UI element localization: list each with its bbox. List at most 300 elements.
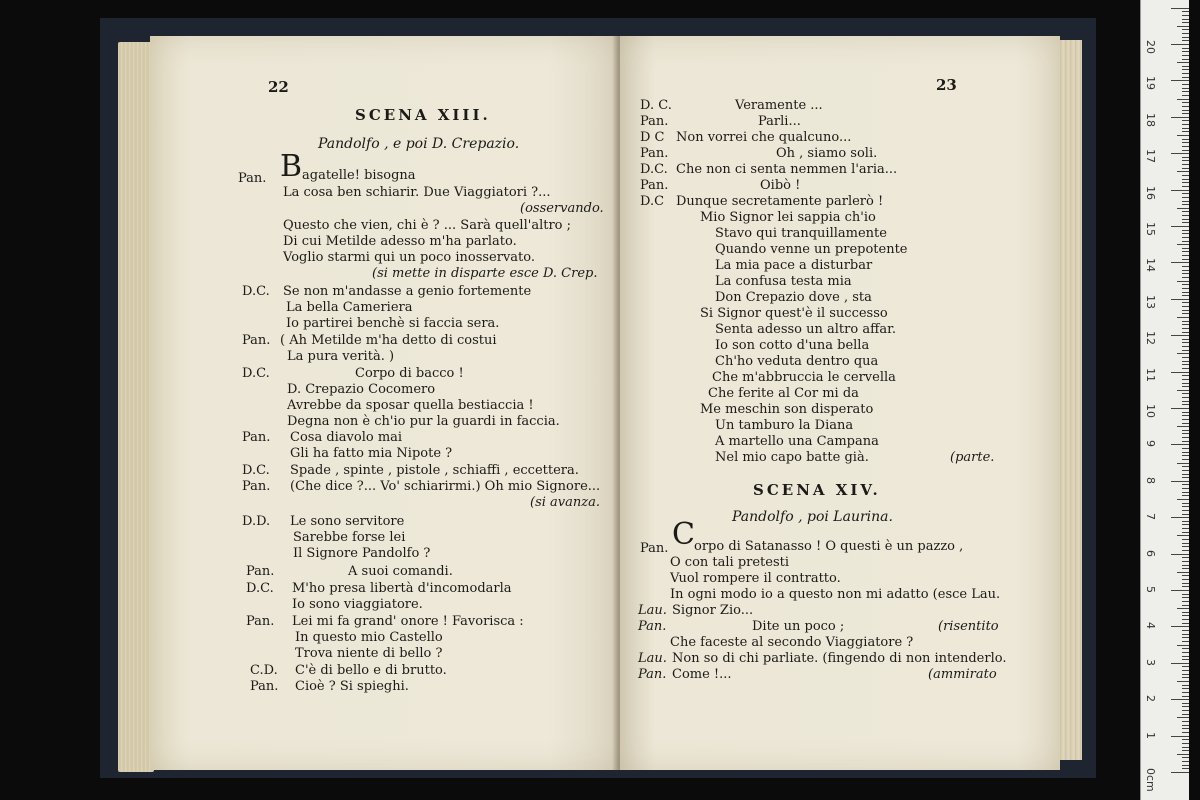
ruler-tick bbox=[1182, 710, 1189, 711]
ruler-tick bbox=[1177, 681, 1189, 682]
ruler-tick bbox=[1182, 557, 1189, 558]
ruler-tick bbox=[1182, 69, 1189, 70]
scene-title-xiv: SCENA XIV. bbox=[753, 481, 881, 499]
speaker-label: Pan. bbox=[242, 479, 271, 494]
verse-line: Se non m'andasse a genio fortemente bbox=[283, 284, 532, 299]
ruler-tick bbox=[1182, 488, 1189, 489]
speaker-label: D.C. bbox=[242, 463, 270, 478]
page-number-left: 22 bbox=[268, 78, 289, 96]
ruler-tick bbox=[1182, 495, 1189, 496]
ruler-tick bbox=[1182, 586, 1189, 587]
ruler-tick bbox=[1182, 241, 1189, 242]
verse-line: O con tali pretesti bbox=[670, 555, 790, 570]
ruler-tick bbox=[1177, 317, 1189, 318]
ruler-tick bbox=[1182, 110, 1189, 111]
ruler-number: 19 bbox=[1144, 76, 1157, 91]
ruler-tick bbox=[1171, 8, 1189, 9]
ruler-tick bbox=[1182, 51, 1189, 52]
ruler-tick bbox=[1182, 404, 1189, 405]
ruler-tick bbox=[1182, 324, 1189, 325]
ruler-tick bbox=[1177, 99, 1189, 100]
ruler-tick bbox=[1171, 772, 1189, 773]
ruler-tick bbox=[1182, 692, 1189, 693]
ruler-tick bbox=[1182, 270, 1189, 271]
speaker-label: D.C bbox=[640, 194, 665, 209]
ruler-tick bbox=[1182, 619, 1189, 620]
ruler-tick bbox=[1182, 466, 1189, 467]
ruler-tick bbox=[1182, 503, 1189, 504]
ruler-tick bbox=[1182, 605, 1189, 606]
stage-direction: (parte. bbox=[950, 450, 995, 465]
ruler-tick bbox=[1182, 106, 1189, 107]
ruler-tick bbox=[1182, 357, 1189, 358]
ruler-tick bbox=[1182, 48, 1189, 49]
ruler-tick bbox=[1182, 255, 1189, 256]
ruler-tick bbox=[1182, 201, 1189, 202]
ruler-tick bbox=[1171, 663, 1189, 664]
ruler-tick bbox=[1171, 699, 1189, 700]
verse-line: D. Crepazio Cocomero bbox=[287, 382, 436, 397]
ruler-tick bbox=[1182, 219, 1189, 220]
ruler-number: 5 bbox=[1144, 586, 1157, 593]
ruler-tick bbox=[1182, 524, 1189, 525]
ruler-tick bbox=[1182, 765, 1189, 766]
ruler-tick bbox=[1182, 630, 1189, 631]
ruler-tick bbox=[1182, 40, 1189, 41]
ruler-tick bbox=[1182, 470, 1189, 471]
ruler-tick bbox=[1177, 353, 1189, 354]
verse-line: orpo di Satanasso ! O questi è un pazzo , bbox=[694, 539, 964, 554]
ruler-tick bbox=[1182, 164, 1189, 165]
ruler-number: 12 bbox=[1144, 331, 1157, 346]
ruler-tick bbox=[1182, 477, 1189, 478]
ruler-tick bbox=[1182, 423, 1189, 424]
verse-line: Io son cotto d'una bella bbox=[715, 338, 870, 353]
ruler-tick bbox=[1182, 484, 1189, 485]
ruler-tick bbox=[1182, 579, 1189, 580]
ruler-tick bbox=[1182, 157, 1189, 158]
ruler-tick bbox=[1171, 80, 1189, 81]
ruler-tick bbox=[1182, 703, 1189, 704]
ruler-tick bbox=[1177, 608, 1189, 609]
ruler-tick bbox=[1182, 19, 1189, 20]
ruler-tick bbox=[1171, 590, 1189, 591]
verse-line: Me meschin son disperato bbox=[700, 402, 874, 417]
ruler-tick bbox=[1182, 514, 1189, 515]
ruler-tick bbox=[1182, 259, 1189, 260]
ruler-number: 16 bbox=[1144, 185, 1157, 200]
verse-line: Veramente ... bbox=[735, 98, 823, 113]
verse-line: Non so di chi parliate. (fingendo di non intenderlo. bbox=[672, 651, 1007, 666]
left-page-edges bbox=[118, 42, 154, 772]
scene-title-xiii: SCENA XIII. bbox=[355, 106, 491, 124]
verse-line: Cioè ? Si spieghi. bbox=[295, 679, 409, 694]
verse-line: Parli... bbox=[758, 114, 801, 129]
ruler-tick bbox=[1182, 251, 1189, 252]
speaker-label: D. C. bbox=[640, 98, 672, 113]
ruler-tick bbox=[1171, 517, 1189, 518]
ruler-tick bbox=[1182, 295, 1189, 296]
ruler-tick bbox=[1182, 59, 1189, 60]
ruler-number: 1 bbox=[1144, 731, 1157, 739]
measuring-ruler bbox=[1140, 0, 1189, 800]
ruler-tick bbox=[1182, 393, 1189, 394]
ruler-tick bbox=[1182, 528, 1189, 529]
ruler-tick bbox=[1177, 281, 1189, 282]
ruler-tick bbox=[1182, 550, 1189, 551]
ruler-tick bbox=[1182, 88, 1189, 89]
ruler-number: 20 bbox=[1144, 40, 1157, 54]
stage-direction: (risentito bbox=[938, 619, 999, 634]
ruler-tick bbox=[1182, 597, 1189, 598]
ruler-tick bbox=[1182, 230, 1189, 231]
ruler-tick bbox=[1182, 441, 1189, 442]
verse-line: Il Signore Pandolfo ? bbox=[293, 546, 431, 561]
ruler-tick bbox=[1182, 641, 1189, 642]
ruler-tick bbox=[1182, 124, 1189, 125]
speaker-label: D.C. bbox=[640, 162, 668, 177]
ruler-tick bbox=[1171, 262, 1189, 263]
speaker-label: Pan. bbox=[640, 541, 669, 556]
ruler-tick bbox=[1182, 575, 1189, 576]
ruler-tick bbox=[1182, 459, 1189, 460]
ruler-tick bbox=[1182, 677, 1189, 678]
verse-line: Si Signor quest'è il successo bbox=[700, 306, 888, 321]
ruler-tick bbox=[1182, 342, 1189, 343]
verse-line: In questo mio Castello bbox=[295, 630, 443, 645]
speaker-label: Pan. bbox=[242, 430, 271, 445]
ruler-tick bbox=[1182, 568, 1189, 569]
verse-line: (Che dice ?... Vo' schiarirmi.) Oh mio Signore... bbox=[290, 479, 601, 494]
ruler-tick bbox=[1182, 634, 1189, 635]
ruler-tick bbox=[1182, 492, 1189, 493]
ruler-tick bbox=[1177, 426, 1189, 427]
ruler-tick bbox=[1171, 626, 1189, 627]
ruler-tick bbox=[1182, 648, 1189, 649]
verse-line: A martello una Campana bbox=[715, 434, 879, 449]
ruler-tick bbox=[1182, 448, 1189, 449]
ruler-tick bbox=[1171, 226, 1189, 227]
ruler-number: 13 bbox=[1144, 294, 1157, 309]
ruler-tick bbox=[1182, 222, 1189, 223]
speaker-label: Pan. bbox=[246, 614, 275, 629]
page-number-right: 23 bbox=[936, 76, 957, 94]
ruler-tick bbox=[1171, 299, 1189, 300]
verse-line: La pura verità. ) bbox=[287, 349, 395, 364]
ruler-tick bbox=[1182, 73, 1189, 74]
ruler-tick bbox=[1182, 706, 1189, 707]
ruler-tick bbox=[1182, 383, 1189, 384]
ruler-tick bbox=[1177, 390, 1189, 391]
ruler-number: 17 bbox=[1144, 149, 1157, 164]
speaker-label: Pan. bbox=[640, 114, 669, 129]
verse-line: Don Crepazio dove , sta bbox=[715, 290, 872, 305]
ruler-tick bbox=[1182, 768, 1189, 769]
ruler-tick bbox=[1182, 379, 1189, 380]
verse-line: Questo che vien, chi è ? ... Sarà quell'altro ; bbox=[283, 218, 572, 233]
ruler-tick bbox=[1182, 623, 1189, 624]
verse-line: A suoi comandi. bbox=[348, 564, 453, 579]
ruler-tick bbox=[1177, 499, 1189, 500]
verse-line: Nel mio capo batte già. bbox=[715, 450, 869, 465]
ruler-tick bbox=[1182, 350, 1189, 351]
ruler-tick bbox=[1182, 714, 1189, 715]
speaker-label: D C bbox=[640, 130, 665, 145]
speaker-label: Pan. bbox=[242, 333, 271, 348]
ruler-tick bbox=[1182, 120, 1189, 121]
verse-line: Che m'abbruccia le cervella bbox=[712, 370, 896, 385]
ruler-tick bbox=[1182, 375, 1189, 376]
speaker-label: C.D. bbox=[250, 663, 278, 678]
speaker-label: Pan. bbox=[246, 564, 275, 579]
ruler-tick bbox=[1182, 732, 1189, 733]
ruler-tick bbox=[1182, 91, 1189, 92]
ruler-tick bbox=[1182, 292, 1189, 293]
speaker-label: D.D. bbox=[242, 514, 271, 529]
ruler-tick bbox=[1182, 248, 1189, 249]
ruler-tick bbox=[1182, 743, 1189, 744]
ruler-tick bbox=[1182, 437, 1189, 438]
ruler-tick bbox=[1182, 339, 1189, 340]
verse-line: Ch'ho veduta dentro qua bbox=[715, 354, 879, 369]
verse-line: agatelle! bisogna bbox=[302, 168, 416, 183]
verse-line: La mia pace a disturbar bbox=[715, 258, 873, 273]
ruler-tick bbox=[1171, 335, 1189, 336]
right-page bbox=[620, 36, 1060, 770]
ruler-number: 0cm bbox=[1144, 768, 1157, 792]
ruler-number: 18 bbox=[1144, 112, 1157, 127]
verse-line: Un tamburo la Diana bbox=[715, 418, 854, 433]
ruler-tick bbox=[1177, 244, 1189, 245]
ruler-tick bbox=[1182, 521, 1189, 522]
verse-line: Gli ha fatto mia Nipote ? bbox=[290, 446, 453, 461]
ruler-tick bbox=[1177, 717, 1189, 718]
verse-line: Che faceste al secondo Viaggiatore ? bbox=[670, 635, 914, 650]
verse-line: Mio Signor lei sappia ch'io bbox=[700, 210, 876, 225]
left-page bbox=[150, 36, 620, 770]
ruler-tick bbox=[1171, 736, 1189, 737]
verse-line: Dite un poco ; bbox=[752, 619, 845, 634]
verse-line: Senta adesso un altro affar. bbox=[715, 322, 896, 337]
ruler-tick bbox=[1182, 419, 1189, 420]
ruler-tick bbox=[1177, 463, 1189, 464]
ruler-tick bbox=[1182, 11, 1189, 12]
ruler-tick bbox=[1171, 554, 1189, 555]
ruler-tick bbox=[1182, 175, 1189, 176]
ruler-tick bbox=[1182, 583, 1189, 584]
ruler-tick bbox=[1182, 15, 1189, 16]
ruler-tick bbox=[1182, 455, 1189, 456]
verse-line: Oh , siamo soli. bbox=[776, 146, 878, 161]
ruler-tick bbox=[1177, 62, 1189, 63]
ruler-tick bbox=[1182, 656, 1189, 657]
ruler-tick bbox=[1182, 29, 1189, 30]
ruler-tick bbox=[1182, 539, 1189, 540]
verse-line: Io sono viaggiatore. bbox=[292, 597, 423, 612]
ruler-tick bbox=[1182, 37, 1189, 38]
ruler-tick bbox=[1182, 433, 1189, 434]
ruler-tick bbox=[1182, 84, 1189, 85]
verse-line: Che ferite al Cor mi da bbox=[708, 386, 859, 401]
ruler-tick bbox=[1182, 288, 1189, 289]
ruler-number: 11 bbox=[1144, 367, 1157, 382]
stage-direction: (si mette in disparte esce D. Crep. bbox=[372, 266, 598, 281]
speaker-label: Pan. bbox=[638, 667, 667, 682]
drop-cap: B bbox=[280, 149, 303, 184]
verse-line: Come !... bbox=[672, 667, 732, 682]
ruler-tick bbox=[1182, 757, 1189, 758]
ruler-tick bbox=[1182, 113, 1189, 114]
ruler-tick bbox=[1182, 401, 1189, 402]
ruler-tick bbox=[1171, 372, 1189, 373]
ruler-number: 3 bbox=[1144, 658, 1157, 666]
speaker-label: Pan. bbox=[250, 679, 279, 694]
ruler-tick bbox=[1177, 171, 1189, 172]
verse-line: Vuol rompere il contratto. bbox=[670, 571, 841, 586]
verse-line: Avrebbe da sposar quella bestiaccia ! bbox=[287, 398, 534, 413]
ruler-tick bbox=[1182, 313, 1189, 314]
verse-line: M'ho presa libertà d'incomodarla bbox=[292, 581, 512, 596]
ruler-number: 6 bbox=[1144, 549, 1157, 557]
ruler-tick bbox=[1182, 95, 1189, 96]
ruler-tick bbox=[1177, 26, 1189, 27]
verse-line: Spade , spinte , pistole , schiaffi , eccettera. bbox=[290, 463, 579, 478]
ruler-number: 15 bbox=[1144, 222, 1157, 236]
ruler-tick bbox=[1182, 721, 1189, 722]
ruler-tick bbox=[1182, 725, 1189, 726]
ruler-tick bbox=[1182, 160, 1189, 161]
ruler-tick bbox=[1171, 444, 1189, 445]
verse-line: Stavo qui tranquillamente bbox=[715, 226, 887, 241]
ruler-tick bbox=[1182, 368, 1189, 369]
ruler-tick bbox=[1182, 565, 1189, 566]
verse-line: Trova niente di bello ? bbox=[295, 646, 443, 661]
ruler-tick bbox=[1177, 535, 1189, 536]
ruler-tick bbox=[1182, 688, 1189, 689]
ruler-tick bbox=[1177, 645, 1189, 646]
ruler-tick bbox=[1182, 510, 1189, 511]
ruler-tick bbox=[1182, 179, 1189, 180]
ruler-tick bbox=[1182, 506, 1189, 507]
ruler-tick bbox=[1182, 615, 1189, 616]
ruler-tick bbox=[1182, 310, 1189, 311]
ruler-number: 9 bbox=[1144, 440, 1157, 448]
ruler-tick bbox=[1171, 481, 1189, 482]
ruler-tick bbox=[1182, 186, 1189, 187]
verse-line: La cosa ben schiarir. Due Viaggiatori ?... bbox=[283, 185, 551, 200]
ruler-tick bbox=[1177, 572, 1189, 573]
stage-direction: (ammirato bbox=[928, 667, 997, 682]
drop-cap: C bbox=[672, 517, 695, 552]
speaker-label: Pan. bbox=[638, 619, 667, 634]
stage-direction: (osservando. bbox=[520, 201, 604, 216]
verse-line: Io partirei benchè si faccia sera. bbox=[286, 316, 500, 331]
ruler-tick bbox=[1182, 146, 1189, 147]
ruler-tick bbox=[1182, 561, 1189, 562]
ruler-tick bbox=[1182, 102, 1189, 103]
ruler-tick bbox=[1182, 750, 1189, 751]
ruler-tick bbox=[1182, 666, 1189, 667]
ruler-tick bbox=[1182, 328, 1189, 329]
speaker-label: Lau. bbox=[638, 603, 667, 618]
ruler-tick bbox=[1182, 594, 1189, 595]
ruler-tick bbox=[1171, 190, 1189, 191]
ruler-number: 4 bbox=[1144, 622, 1157, 630]
verse-line: Voglio starmi qui un poco inosservato. bbox=[283, 250, 536, 265]
ruler-tick bbox=[1182, 346, 1189, 347]
ruler-tick bbox=[1182, 696, 1189, 697]
ruler-tick bbox=[1171, 44, 1189, 45]
ruler-number: 14 bbox=[1144, 258, 1157, 273]
ruler-tick bbox=[1171, 117, 1189, 118]
ruler-tick bbox=[1182, 168, 1189, 169]
ruler-tick bbox=[1182, 77, 1189, 78]
speaker-label: D.C. bbox=[242, 284, 270, 299]
verse-line: Che non ci senta nemmen l'aria... bbox=[676, 162, 898, 177]
ruler-tick bbox=[1177, 754, 1189, 755]
ruler-tick bbox=[1182, 142, 1189, 143]
scene-cast-xiv: Pandolfo , poi Laurina. bbox=[732, 509, 893, 525]
scene-cast-xiii: Pandolfo , e poi D. Crepazio. bbox=[318, 136, 520, 152]
ruler-number: 8 bbox=[1144, 476, 1157, 484]
ruler-tick bbox=[1182, 412, 1189, 413]
ruler-tick bbox=[1182, 543, 1189, 544]
ruler-tick bbox=[1182, 332, 1189, 333]
ruler-tick bbox=[1182, 670, 1189, 671]
speaker-label: D.C. bbox=[246, 581, 274, 596]
verse-line: Non vorrei che qualcuno... bbox=[676, 130, 852, 145]
ruler-tick bbox=[1182, 139, 1189, 140]
ruler-tick bbox=[1182, 233, 1189, 234]
ruler-tick bbox=[1182, 22, 1189, 23]
ruler-tick bbox=[1182, 652, 1189, 653]
ruler-tick bbox=[1182, 415, 1189, 416]
ruler-tick bbox=[1182, 55, 1189, 56]
ruler-tick bbox=[1182, 306, 1189, 307]
ruler-tick bbox=[1182, 197, 1189, 198]
ruler-tick bbox=[1177, 208, 1189, 209]
verse-line: Quando venne un prepotente bbox=[715, 242, 908, 257]
ruler-tick bbox=[1182, 361, 1189, 362]
ruler-tick bbox=[1182, 215, 1189, 216]
ruler-tick bbox=[1182, 204, 1189, 205]
ruler-tick bbox=[1182, 761, 1189, 762]
ruler-tick bbox=[1182, 66, 1189, 67]
ruler-tick bbox=[1182, 430, 1189, 431]
ruler-tick bbox=[1182, 193, 1189, 194]
speaker-label: Pan. bbox=[640, 146, 669, 161]
ruler-tick bbox=[1182, 474, 1189, 475]
verse-line: Dunque secretamente parlerò ! bbox=[676, 194, 884, 209]
ruler-tick bbox=[1182, 739, 1189, 740]
ruler-tick bbox=[1182, 237, 1189, 238]
ruler-tick bbox=[1182, 277, 1189, 278]
ruler-tick bbox=[1177, 135, 1189, 136]
ruler-tick bbox=[1182, 364, 1189, 365]
ruler-tick bbox=[1182, 674, 1189, 675]
ruler-tick bbox=[1182, 182, 1189, 183]
ruler-tick bbox=[1182, 386, 1189, 387]
ruler-tick bbox=[1182, 659, 1189, 660]
speaker-label: Pan. bbox=[640, 178, 669, 193]
verse-line: La confusa testa mia bbox=[715, 274, 852, 289]
verse-line: Signor Zio... bbox=[672, 603, 754, 618]
ruler-tick bbox=[1182, 612, 1189, 613]
ruler-tick bbox=[1182, 532, 1189, 533]
ruler-tick bbox=[1182, 131, 1189, 132]
speaker-label: Lau. bbox=[638, 651, 667, 666]
verse-line: Oibò ! bbox=[760, 178, 801, 193]
